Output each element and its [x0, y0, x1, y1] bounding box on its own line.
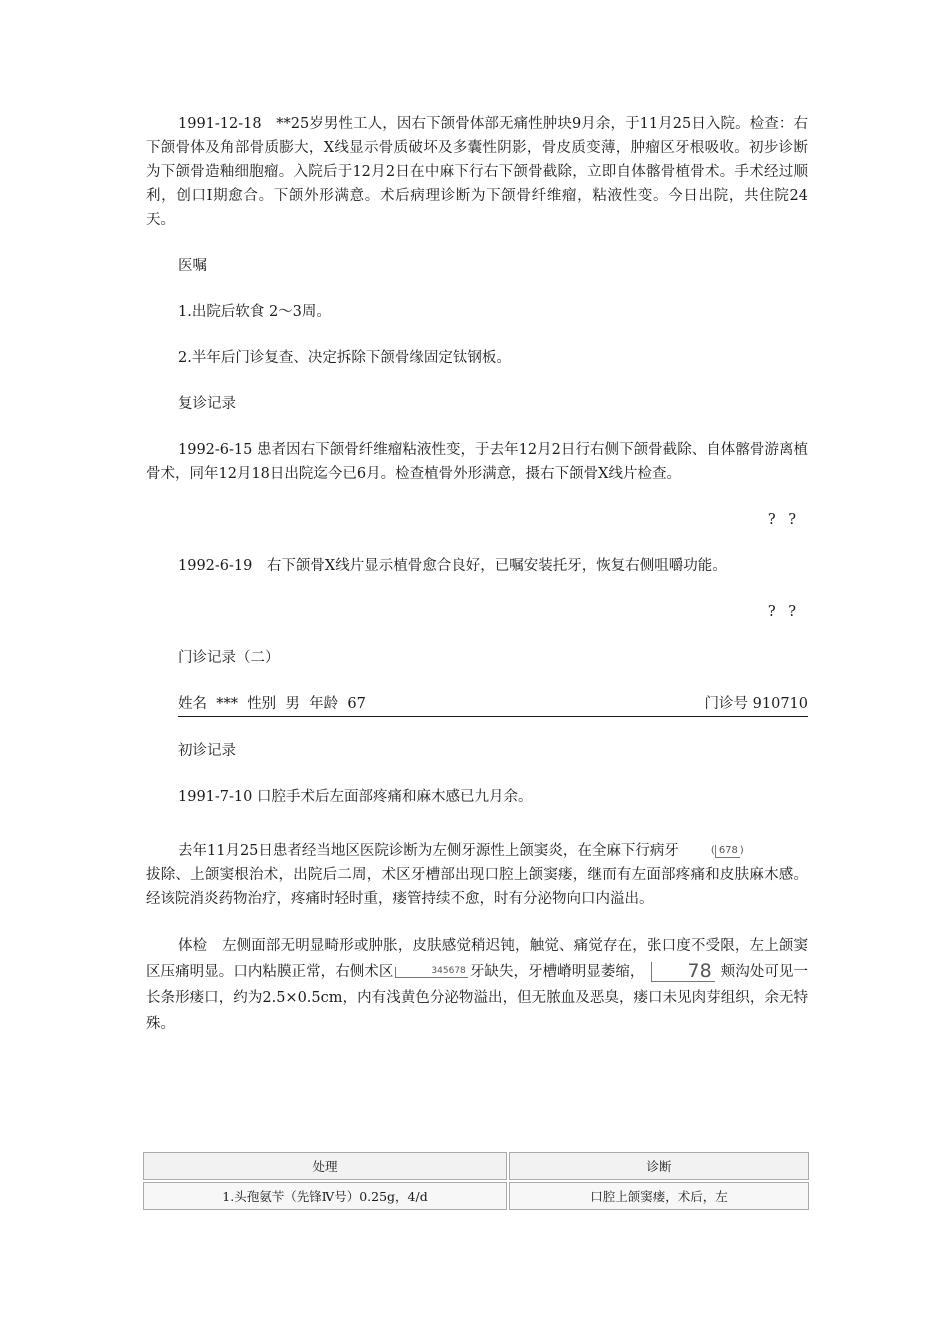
followup-record-1: 1992-6-15 患者因右下颌骨纤维瘤粘液性变，于去年12月2日行右侧下颌骨截除、自体髂骨游离植骨术，同年12月18日出院迄今已6月。检查植骨外形满意，摄右下颌骨X线片检查。 — [146, 442, 808, 482]
advice-item-2: 2.半年后门诊复查、决定拆除下颌骨缘固定钛钢板。 — [178, 350, 511, 366]
history-paragraph — [146, 839, 808, 911]
clinic-record-title: 门诊记录（二） — [178, 650, 280, 666]
name-value: *** — [216, 696, 238, 712]
sex-label: 性别 — [247, 696, 277, 712]
history-text-b: 拔除、上颌窦根治术，出院后二周，术区牙槽部出现口腔上颌窦瘘，继而有左面部疼痛和皮肤麻木感。经该院消炎药物治疗，疼痛时轻时重，瘘管持续不愈，时有分泌物向口内溢出。 — [146, 867, 808, 907]
signature-placeholder-1: ? ? — [767, 512, 800, 528]
exam-paragraph — [146, 933, 808, 1037]
followup-record-2: 1992-6-19 右下颌骨X线片显示植骨愈合良好，已嘱安装托牙，恢复右侧咀嚼功能。 — [178, 558, 727, 574]
header-diagnosis: 诊断 — [509, 1152, 809, 1180]
table-header-row — [143, 1152, 809, 1180]
tooth-chart-mark-1: ( 678 ) — [710, 845, 744, 856]
age-value: 67 — [347, 696, 366, 712]
exam-text-c: 颊沟处可见一长条形瘘口，约为2.5×0.5cm，内有浅黄色分泌物溢出，但无脓血及恶臭，瘘口未见肉芽组织，余无特殊。 — [146, 964, 809, 1032]
first-visit-title: 初诊记录 — [178, 743, 236, 759]
clinic-number-value: 910710 — [752, 696, 808, 712]
cell-diagnosis: 口腔上颌窦瘘，术后，左 — [509, 1182, 809, 1210]
history-text-a: 去年11月25日患者经当地区医院诊断为左侧牙源性上颌窦炎，在全麻下行病牙 — [178, 843, 679, 859]
advice-title: 医嘱 — [178, 258, 207, 274]
tooth-chart-mark-3: 78 — [651, 962, 715, 982]
tooth-chart-mark-2: 345678 — [395, 967, 467, 978]
clinic-number-label: 门诊号 — [704, 696, 749, 712]
followup-title: 复诊记录 — [178, 396, 236, 412]
discharge-summary: 1991-12-18 **25岁男性工人，因右下颌骨体部无痛性肿块9月余，于11月25日入院。检查：右下颌骨体及角部骨质膨大，X线显示骨质破坏及多囊性阴影，骨皮质变薄，肿瘤区牙根吸收。初步诊断为下颌骨造釉细胞瘤。入院后于12月2日在中麻下行右下颌骨截除，立即自体髂骨植骨术。手术经过顺利，创口I期愈合。下颌外形满意。术后病理诊断为下颌骨纤维瘤，粘液性变。今日出院，共住院24天。 — [146, 116, 808, 228]
sex-value: 男 — [285, 696, 300, 712]
exam-text-a: 体检 左侧面部无明显畸形或肿胀，皮肤感觉稍迟钝，触觉、痛觉存在，张口度不受限，左上颌窦区压痛明显。口内粘膜正常，右侧术区 — [146, 938, 808, 980]
treatment-diagnosis-table — [141, 1150, 811, 1212]
advice-item-1: 1.出院后软食 2～3周。 — [178, 304, 331, 320]
signature-placeholder-2: ? ? — [767, 604, 800, 620]
cell-treatment: 1.头孢氨苄（先锋Ⅳ号）0.25g，4/d — [143, 1182, 507, 1210]
name-label: 姓名 — [178, 696, 207, 712]
patient-info-line — [178, 693, 808, 717]
age-label: 年龄 — [309, 696, 339, 712]
page-bottom-margin — [0, 1212, 950, 1344]
document-body — [146, 112, 808, 1037]
exam-text-b: 牙缺失，牙槽嵴明显萎缩， — [469, 964, 645, 980]
table-row — [143, 1182, 809, 1210]
first-visit-record: 1991-7-10 口腔手术后左面部疼痛和麻木感已九月余。 — [178, 789, 533, 805]
header-treatment: 处理 — [143, 1152, 507, 1180]
